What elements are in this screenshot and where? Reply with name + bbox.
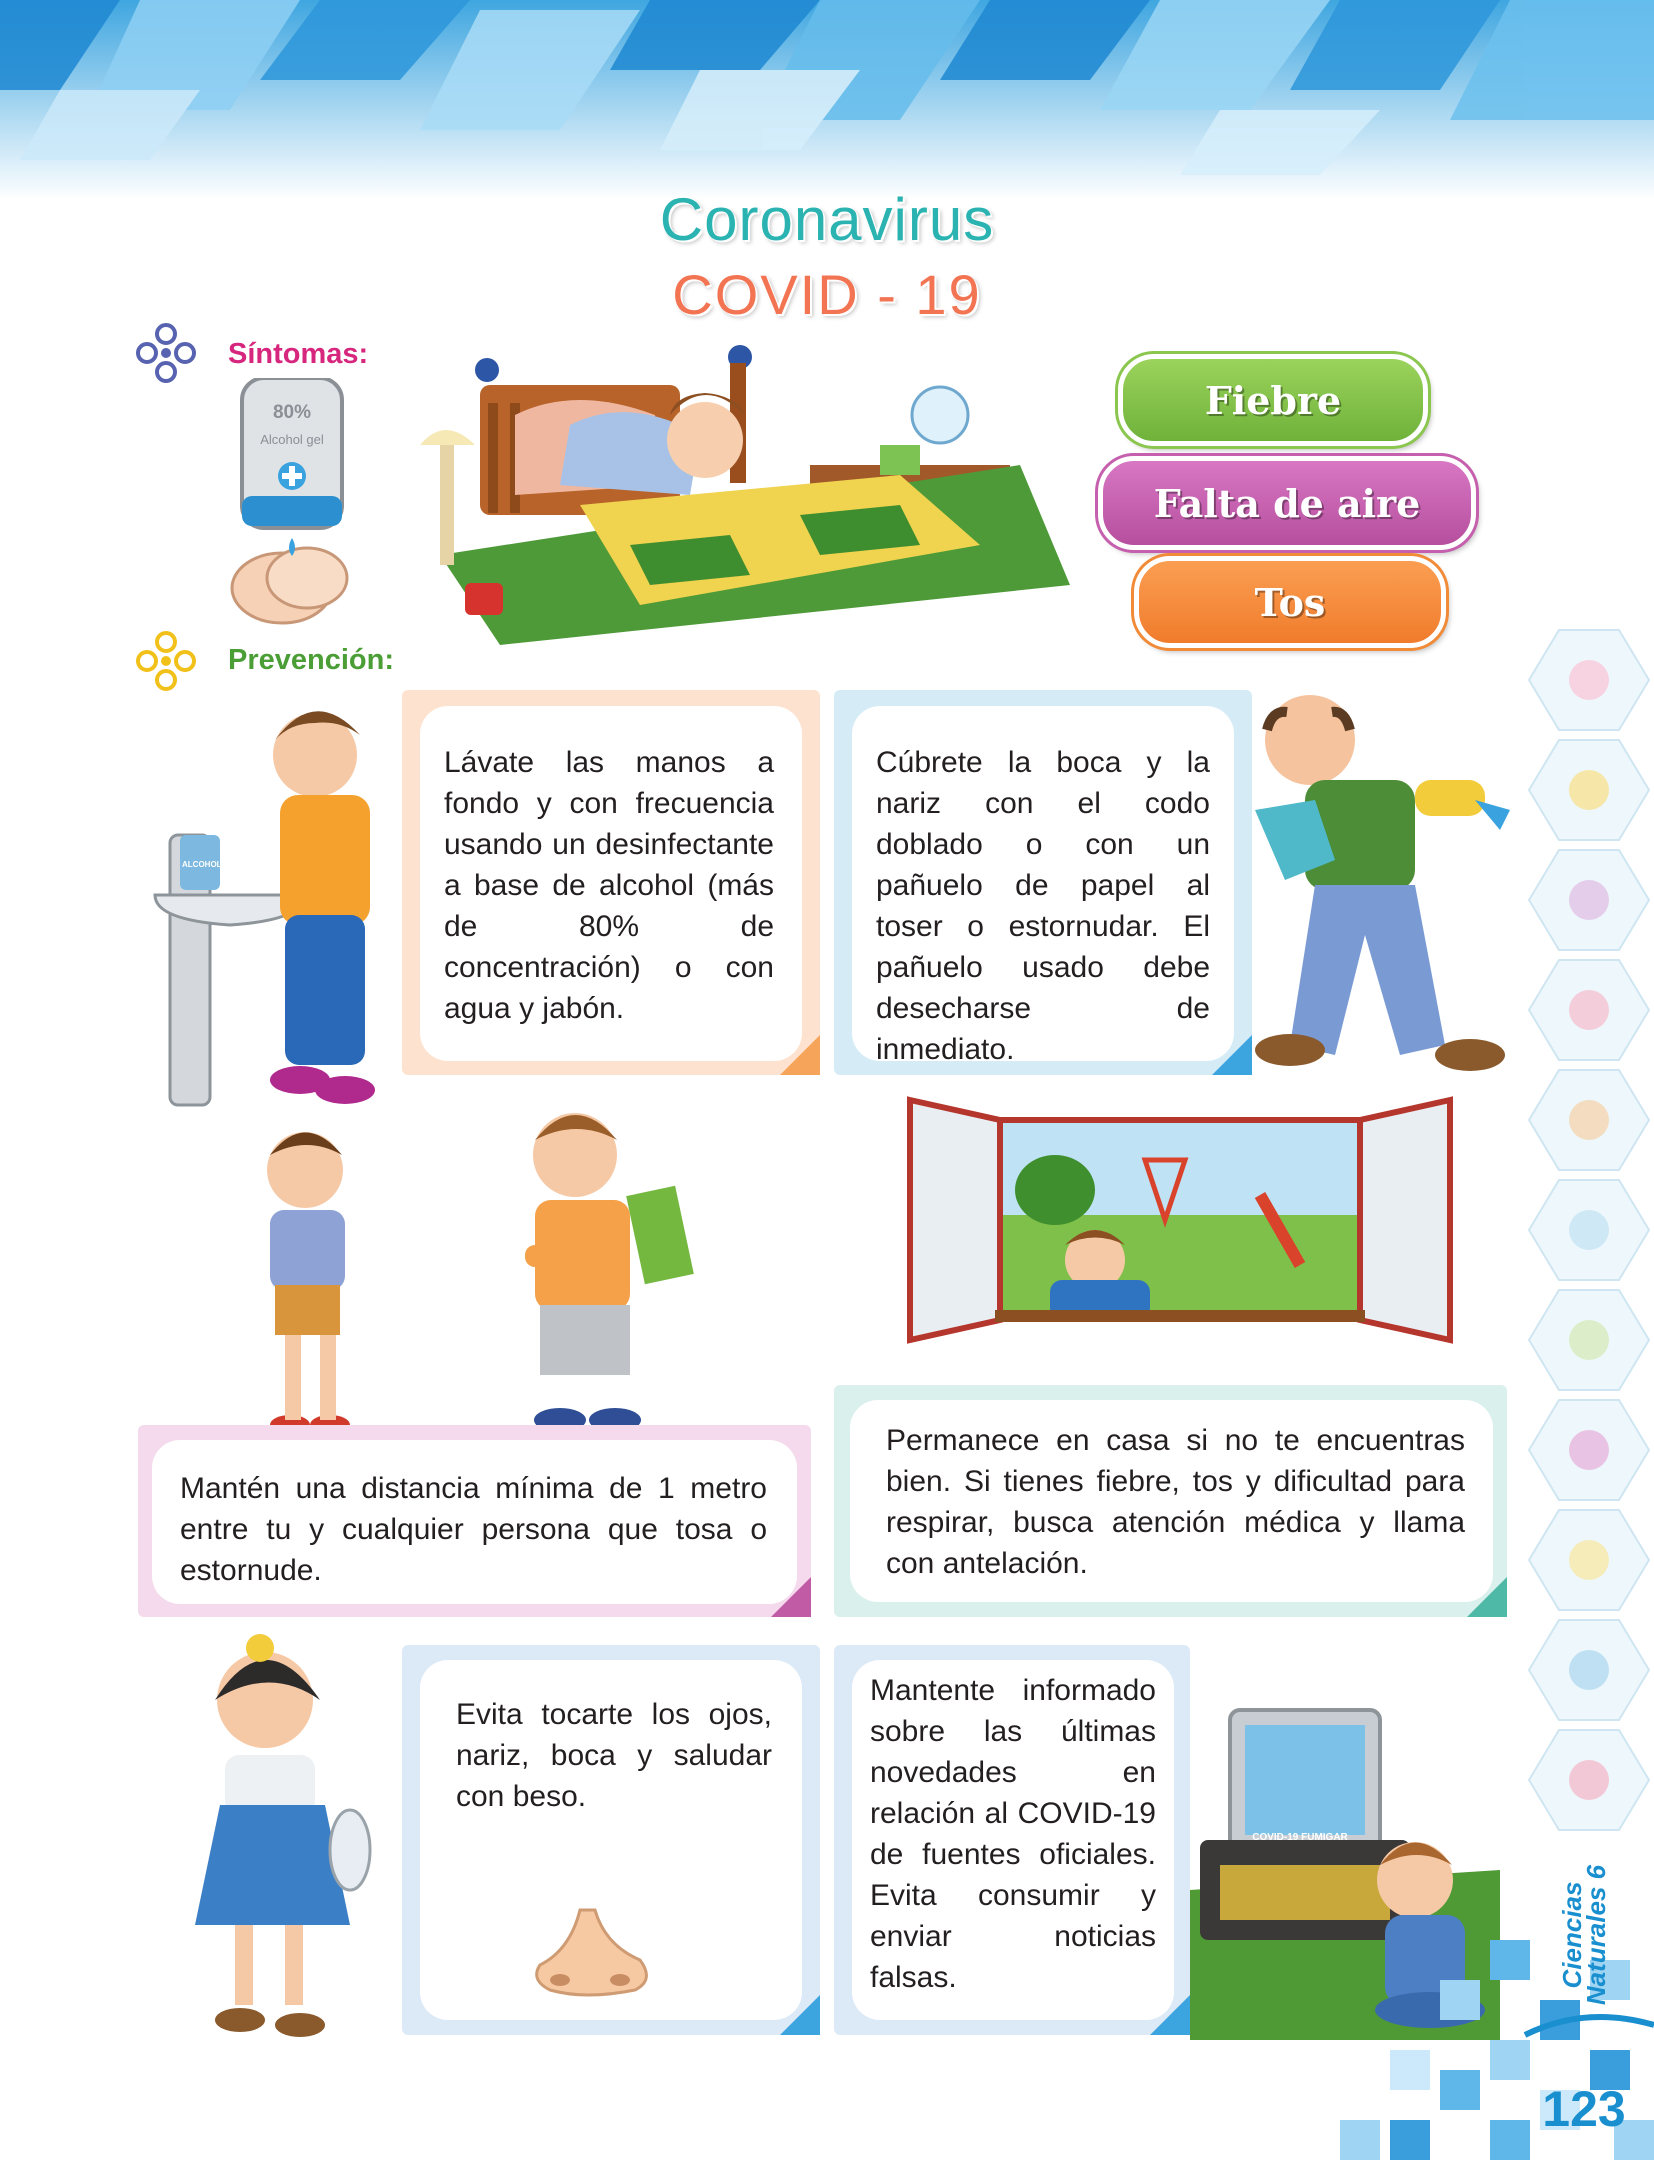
symptom-pill-falta-de-aire: Falta de aire (1098, 456, 1476, 550)
page-subtitle: COVID - 19 (672, 263, 982, 326)
prevention-card-stay-informed: Mantente informado sobre las últimas novedades en relación al COVID-19 de fuentes oficiales. Evita consumir y enviar noticias falsas. (852, 1660, 1174, 2020)
card-corner-fold (1150, 1995, 1190, 2035)
sink-bottle-label: ALCOHOL (182, 860, 222, 869)
card-corner-fold (771, 1577, 811, 1617)
book-subject: Ciencias Naturales (1557, 1881, 1611, 2006)
tv-screen-label: COVID-19 FUMIGAR (1252, 1832, 1348, 1843)
boy-washing-hands-illustration (150, 695, 380, 1115)
flower-bullet-icon (135, 630, 197, 692)
section-label-prevencion: Prevención: (228, 644, 394, 676)
man-sneezing-illustration (1245, 680, 1525, 1090)
boy-looking-out-window-illustration (905, 1095, 1455, 1345)
card-corner-fold (780, 1995, 820, 2035)
prevention-card-keep-distance: Mantén una distancia mínima de 1 metro entre tu y cualquier persona que tosa o estornude. (152, 1440, 797, 1604)
sanitizer-label: Alcohol gel (260, 432, 324, 447)
prevention-card-avoid-face: Evita tocarte los ojos, nariz, boca y saludar con beso. (420, 1660, 802, 2020)
book-subject-label (1557, 1860, 1620, 2010)
decorative-hexagon-strip (1524, 620, 1654, 2000)
top-decorative-banner (0, 0, 1654, 200)
prevention-card-stay-home: Permanece en casa si no te encuentras bien. Si tienes fiebre, tos y dificultad para respirar, busca atención médica y llama con antelación. (850, 1400, 1493, 1602)
kids-keeping-distance-illustration (250, 1095, 750, 1435)
sanitizer-percent: 80% (272, 402, 312, 423)
page-title: Coronavirus (659, 186, 995, 253)
prevention-card-wash-hands: Lávate las manos a fondo y con frecuencia usando un desinfectante a base de alcohol (más de 80% de concentración) o con agua y jabón. (420, 706, 802, 1061)
book-grade: 6 (1581, 1864, 1611, 1880)
card-corner-fold (1467, 1577, 1507, 1617)
card-corner-fold (780, 1035, 820, 1075)
symptom-pill-tos: Tos (1134, 556, 1446, 648)
girl-with-mask-illustration (165, 1630, 395, 2050)
section-label-sintomas: Síntomas: (228, 338, 369, 370)
flower-bullet-icon (135, 322, 197, 384)
symptom-pill-fiebre: Fiebre (1118, 354, 1428, 446)
nose-illustration (525, 1900, 655, 2000)
prevention-card-cover-cough: Cúbrete la boca y la nariz con el codo doblado o con un pañuelo de papel al toser o estornudar. El pañuelo usado debe desecharse de inmediato. (852, 706, 1234, 1061)
page-number: 123 (1542, 2081, 1626, 2137)
sick-boy-in-bed-illustration (380, 345, 1070, 645)
